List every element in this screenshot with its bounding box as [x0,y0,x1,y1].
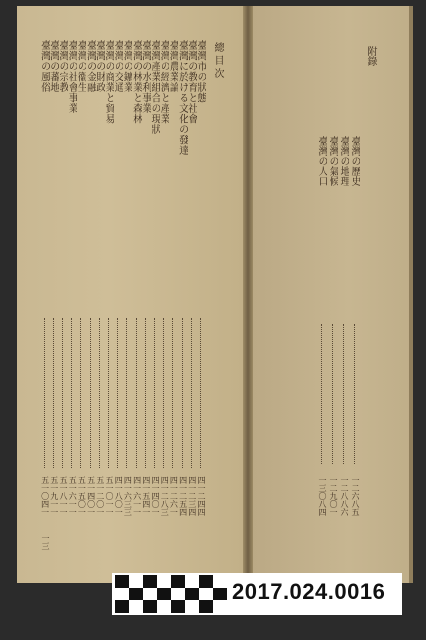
toc-entry-page: 四一二五四 [178,476,188,516]
page-edge [409,6,413,583]
appendix-heading: 附錄 [365,46,376,66]
checker-square [213,600,227,613]
checker-square [115,600,129,613]
toc-entry-title: 臺灣の鑛業 [121,40,133,93]
toc-entry-title: 臺灣の經濟と產業 [158,40,170,124]
toc-entry-page: 五一四〇一 [86,476,96,516]
color-calibration-checker [115,575,227,613]
toc-entry-page: 五一五〇一 [77,476,87,516]
appendix-leader-dots [354,324,356,464]
toc-entry-title: 臺灣の商業と貿易 [103,40,114,124]
archive-label [112,573,402,615]
toc-entry-page: 四一四〇一 [151,476,160,516]
toc-entry-title: 臺灣の社會事業 [66,40,78,114]
checker-square [157,575,171,588]
toc-leader-dots [80,318,82,468]
appendix-entry-title: 臺灣の歷史 [349,136,360,186]
checker-square [129,575,143,588]
toc-leader-dots [53,318,55,468]
right-page [253,6,413,583]
appendix-entry-title: 臺灣の氣候 [327,136,338,186]
toc-entry-page: 四一六三三 [123,476,133,516]
checker-square [171,600,185,613]
toc-leader-dots [71,318,73,468]
toc-entry-title: 臺灣の交通 [112,40,124,93]
toc-leader-dots [62,318,64,468]
toc-entry-title: 臺灣產業組合の現狀 [149,40,160,135]
toc-entry-title: 臺灣市の狀態 [195,40,206,103]
checker-square [143,600,157,613]
appendix-entry-title: 臺灣の人口 [316,136,327,186]
toc-entry-title: 臺灣の風俗 [38,40,50,93]
appendix-entry-page: 一二八八六 [340,476,349,516]
section-heading: 總目次 [212,42,223,81]
appendix-leader-dots [343,324,345,464]
toc-entry-page: 四一二八三 [160,476,170,516]
checker-square [143,575,157,588]
checker-square [199,575,213,588]
toc-leader-dots [145,318,147,468]
toc-leader-dots [182,318,184,468]
toc-entry-title: 臺灣の財政 [93,40,105,93]
toc-leader-dots [126,318,128,468]
checker-square [199,600,213,613]
appendix-leader-dots [321,324,323,464]
toc-entry-page: 四一六一一 [132,476,142,516]
toc-entry-page: 五一八一一 [59,476,68,516]
checker-square [115,575,129,588]
toc-leader-dots [163,318,165,468]
toc-leader-dots [90,318,92,468]
toc-entry-title: 臺灣の蕃地 [47,40,59,93]
checker-square [213,575,227,588]
toc-entry-page: 四一八〇一 [114,476,124,516]
toc-entry-title: 臺灣の水利事業 [139,40,151,114]
checker-square [185,575,199,588]
toc-entry-title: 臺灣農業論 [167,40,179,93]
checker-square [157,588,171,601]
toc-leader-dots [99,318,101,468]
toc-leader-dots [191,318,193,468]
toc-entry-page: 四一五四一 [141,476,151,516]
toc-entry-page: 五一六一一 [68,476,78,516]
toc-entry-title: 臺灣の衞生 [75,40,87,93]
toc-entry-title: 臺灣の宗教 [57,40,68,93]
checker-square [157,600,171,613]
left-page [17,6,245,583]
toc-entry-page: 五一二〇一 [95,476,105,516]
appendix-leader-dots [332,324,334,464]
toc-entry-page: 五一〇四一 [40,476,50,516]
checker-square [213,588,227,601]
checker-square [129,588,143,601]
checker-square [129,600,143,613]
toc-entry-title: 臺灣の林業と森林 [130,40,142,124]
checker-square [171,575,185,588]
appendix-entry-page: 一三〇八四 [318,476,327,516]
appendix-entry-title: 臺灣の地理 [338,136,349,186]
toc-leader-dots [108,318,110,468]
toc-leader-dots [117,318,119,468]
toc-entry-title: 臺灣に於ける文化の發達 [176,40,188,156]
checker-square [185,600,199,613]
toc-leader-dots [154,318,156,468]
checker-square [199,588,213,601]
appendix-entry-page: 一二六八五 [351,476,360,516]
toc-entry-page: 四一二三四 [187,476,197,516]
toc-entry-page: 四一二四四 [197,476,206,516]
checker-square [185,588,199,601]
accession-number: 2017.024.0016 [232,579,386,604]
book-spread [17,6,413,583]
checker-square [171,588,185,601]
toc-leader-dots [200,318,202,468]
book-gutter [243,6,253,583]
toc-entry-title: 臺灣の教育と社會 [185,40,197,124]
toc-entry-page: 五一九一一 [49,476,59,516]
toc-leader-dots [172,318,174,468]
toc-entry-title: 臺灣の金融 [84,40,96,93]
page-folio: 一三 [41,534,50,550]
toc-leader-dots [136,318,138,468]
toc-entry-page: 五一〇一一 [105,476,114,516]
checker-square [143,588,157,601]
checker-square [115,588,129,601]
toc-entry-page: 四一二六一 [169,476,179,516]
toc-leader-dots [44,318,46,468]
appendix-entry-page: 一二九〇一 [329,476,338,516]
